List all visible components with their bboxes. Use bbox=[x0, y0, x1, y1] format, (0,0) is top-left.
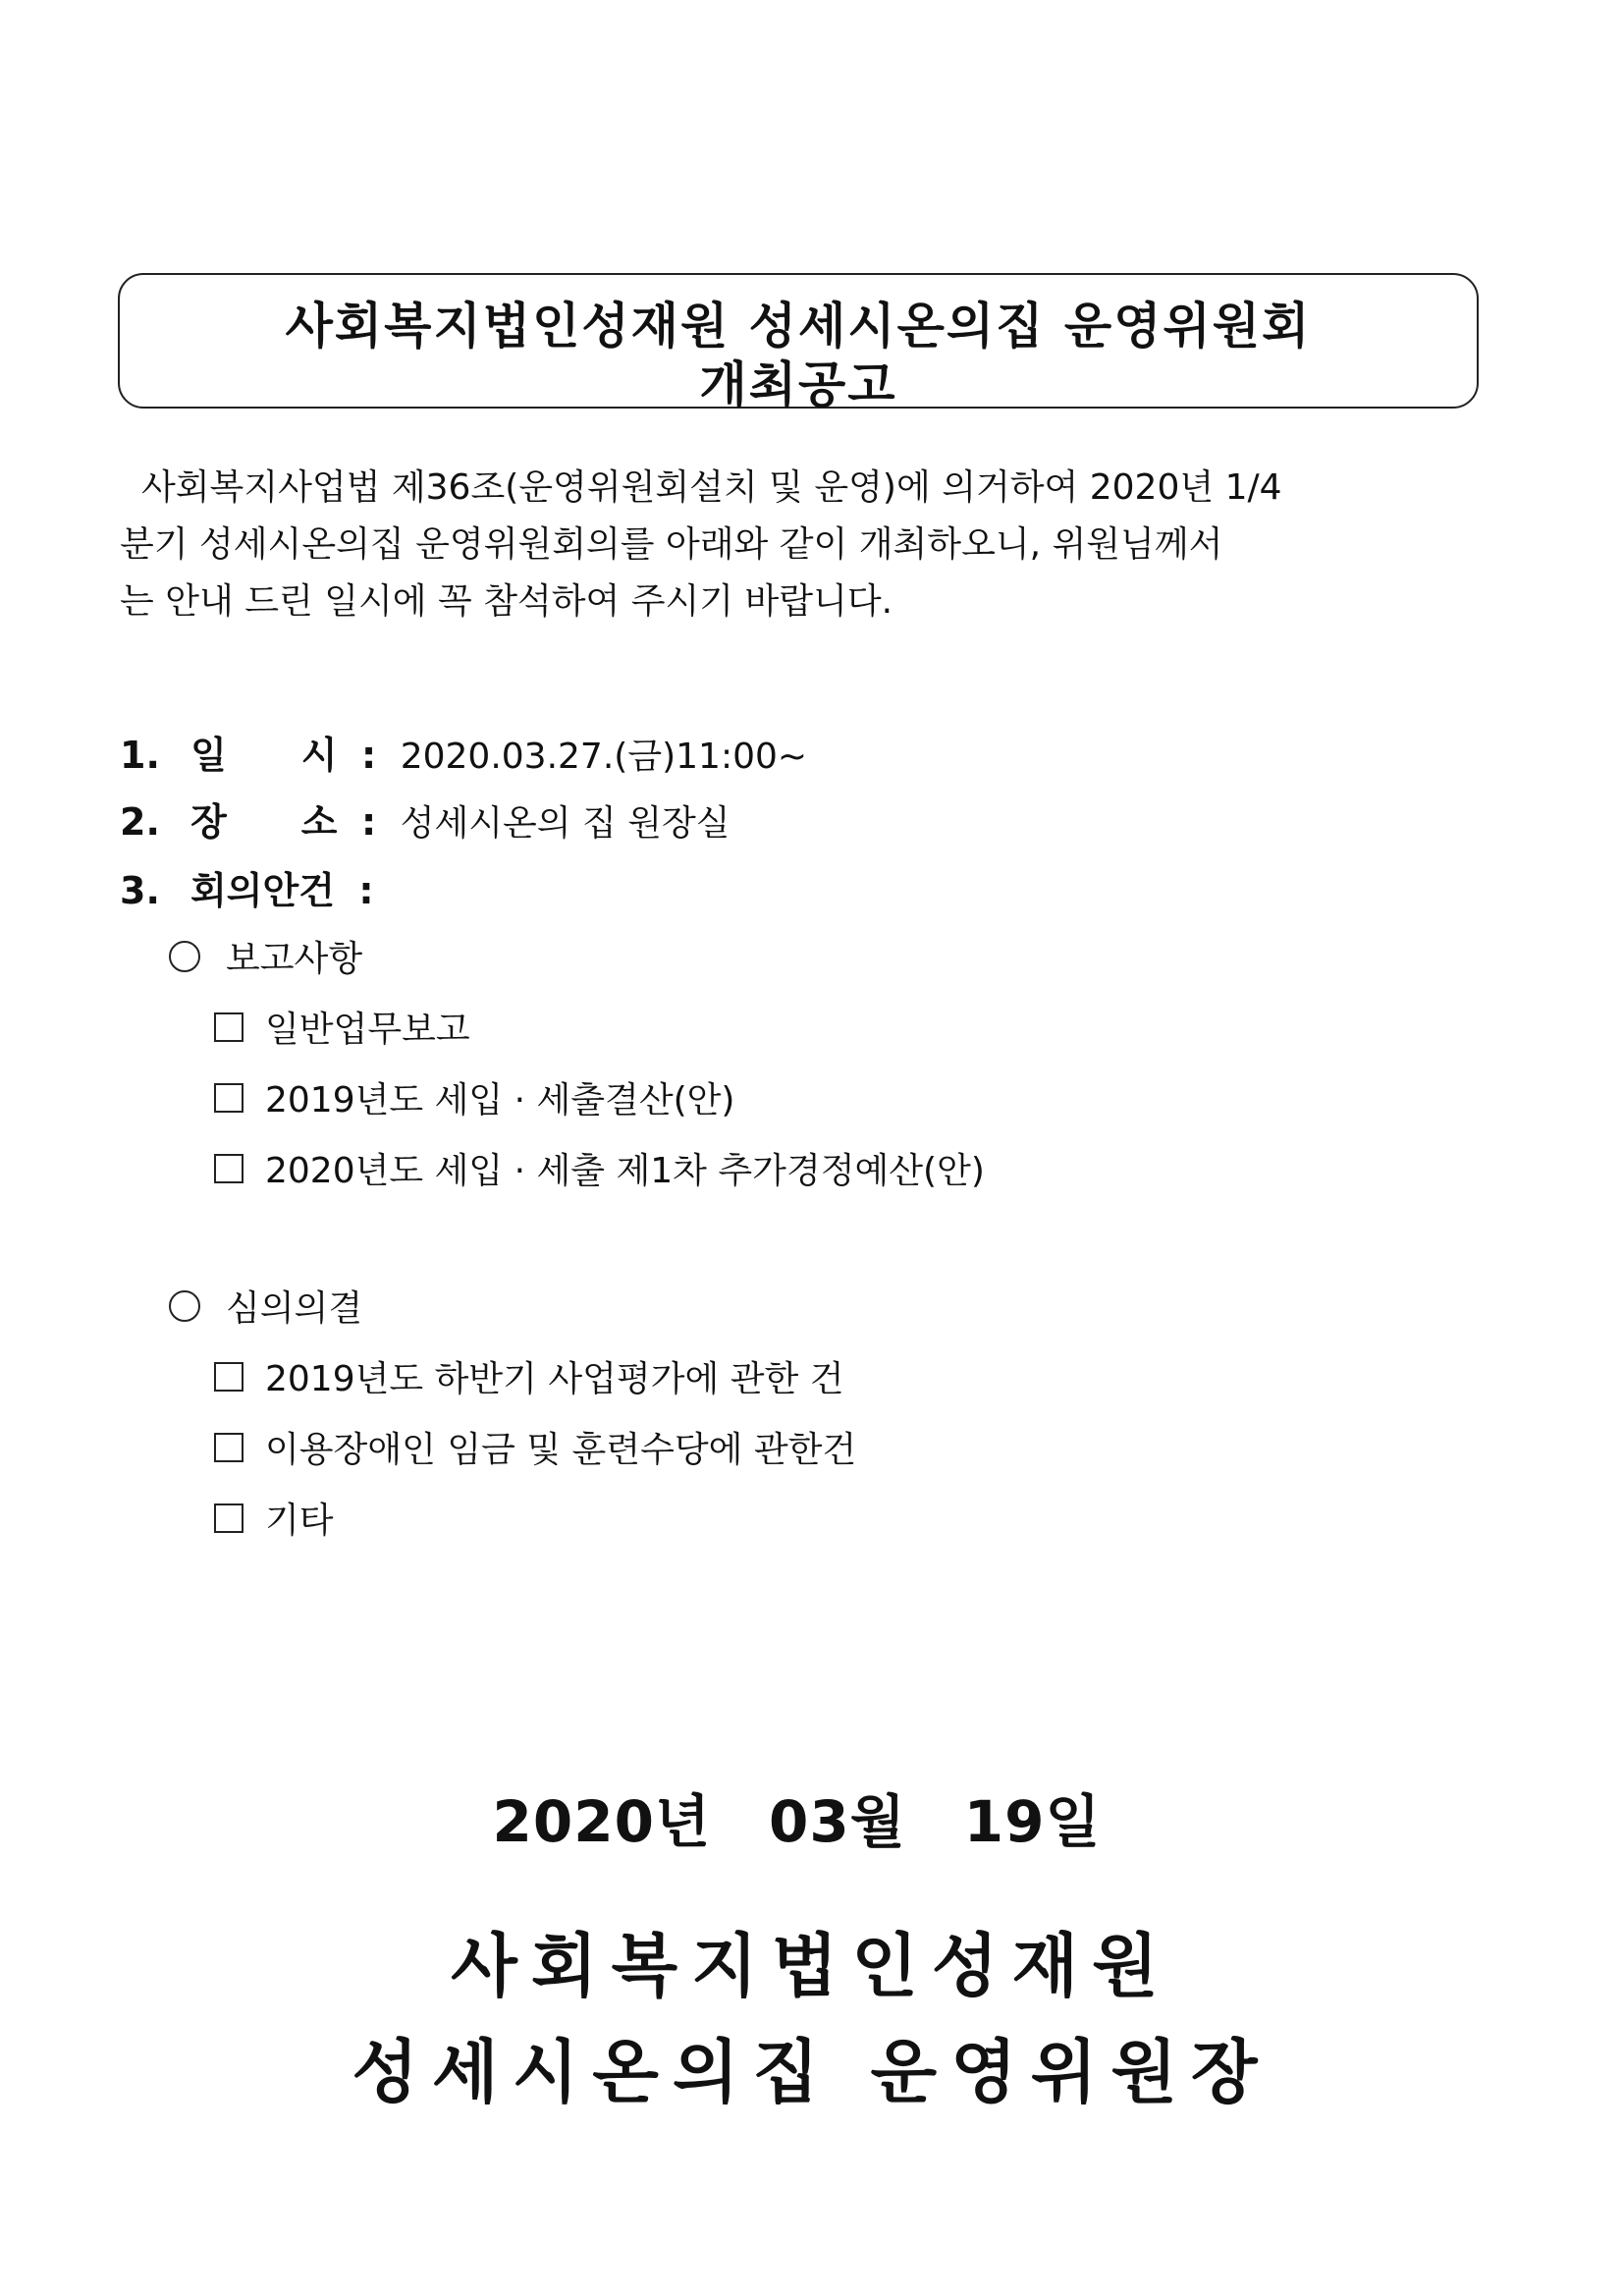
title-line-2: 개최공고 bbox=[699, 356, 897, 413]
deliberation-item bbox=[214, 1422, 856, 1472]
report-heading-label: 보고사항 bbox=[226, 939, 363, 979]
item-label: 일 시 bbox=[190, 734, 338, 777]
notice-date: 2020년 03월 19일 bbox=[492, 1788, 1102, 1855]
report-item bbox=[214, 1002, 470, 1052]
place-value: 성세시온의 집 원장실 bbox=[400, 803, 730, 844]
deliberation-item-label: 2019년도 하반기 사업평가에 관한 건 bbox=[265, 1359, 844, 1399]
report-item bbox=[214, 1143, 985, 1193]
circle-bullet-icon bbox=[169, 941, 200, 972]
intro-line-1: 사회복지사업법 제36조(운영위원회설치 및 운영)에 의거하여 2020년 1/4 bbox=[141, 467, 1282, 508]
title-line-1: 사회복지법인성재원 성세시온의집 운영위원회 bbox=[285, 298, 1312, 355]
item-number: 2. bbox=[120, 800, 160, 844]
deliberation-heading bbox=[169, 1281, 362, 1331]
report-item bbox=[214, 1072, 734, 1122]
checkbox-square-icon bbox=[214, 1433, 243, 1462]
item-colon: : bbox=[361, 734, 377, 777]
intro-line-2: 분기 성세시온의집 운영위원회의를 아래와 같이 개최하오니, 위원님께서 bbox=[120, 524, 1223, 565]
checkbox-square-icon bbox=[214, 1362, 243, 1392]
deliberation-item-label: 이용장애인 임금 및 훈련수당에 관한건 bbox=[265, 1430, 857, 1470]
signature-org: 사회복지법인성재원 bbox=[451, 1926, 1172, 2006]
title-box bbox=[118, 273, 1479, 413]
intro-paragraph bbox=[120, 460, 1494, 630]
checkbox-square-icon bbox=[214, 1503, 243, 1533]
item-label: 회의안건 bbox=[190, 869, 335, 912]
deliberation-item bbox=[214, 1351, 843, 1401]
item-colon: : bbox=[361, 800, 377, 844]
item-label: 장 소 bbox=[190, 800, 338, 844]
report-item-label: 2019년도 세입 · 세출결산(안) bbox=[265, 1080, 735, 1121]
signature-chair: 성세시온의집 운영위원장 bbox=[352, 2032, 1271, 2112]
deliberation-item bbox=[214, 1493, 334, 1543]
item-number: 3. bbox=[120, 869, 160, 912]
datetime-value: 2020.03.27.(금)11:00~ bbox=[400, 737, 808, 777]
report-heading bbox=[169, 931, 362, 981]
checkbox-square-icon bbox=[214, 1012, 243, 1042]
item-datetime bbox=[120, 725, 807, 779]
item-number: 1. bbox=[120, 734, 160, 777]
intro-line-3: 는 안내 드린 일시에 꼭 참석하여 주시기 바랍니다. bbox=[120, 581, 893, 622]
checkbox-square-icon bbox=[214, 1154, 243, 1183]
deliberation-heading-label: 심의의결 bbox=[226, 1288, 363, 1329]
item-colon: : bbox=[358, 869, 374, 912]
item-agenda bbox=[120, 860, 386, 914]
checkbox-square-icon bbox=[214, 1083, 243, 1113]
deliberation-item-label: 기타 bbox=[265, 1501, 334, 1541]
report-item-label: 2020년도 세입 · 세출 제1차 추가경정예산(안) bbox=[265, 1151, 985, 1191]
item-place bbox=[120, 792, 730, 846]
report-item-label: 일반업무보고 bbox=[265, 1010, 470, 1050]
circle-bullet-icon bbox=[169, 1290, 200, 1322]
